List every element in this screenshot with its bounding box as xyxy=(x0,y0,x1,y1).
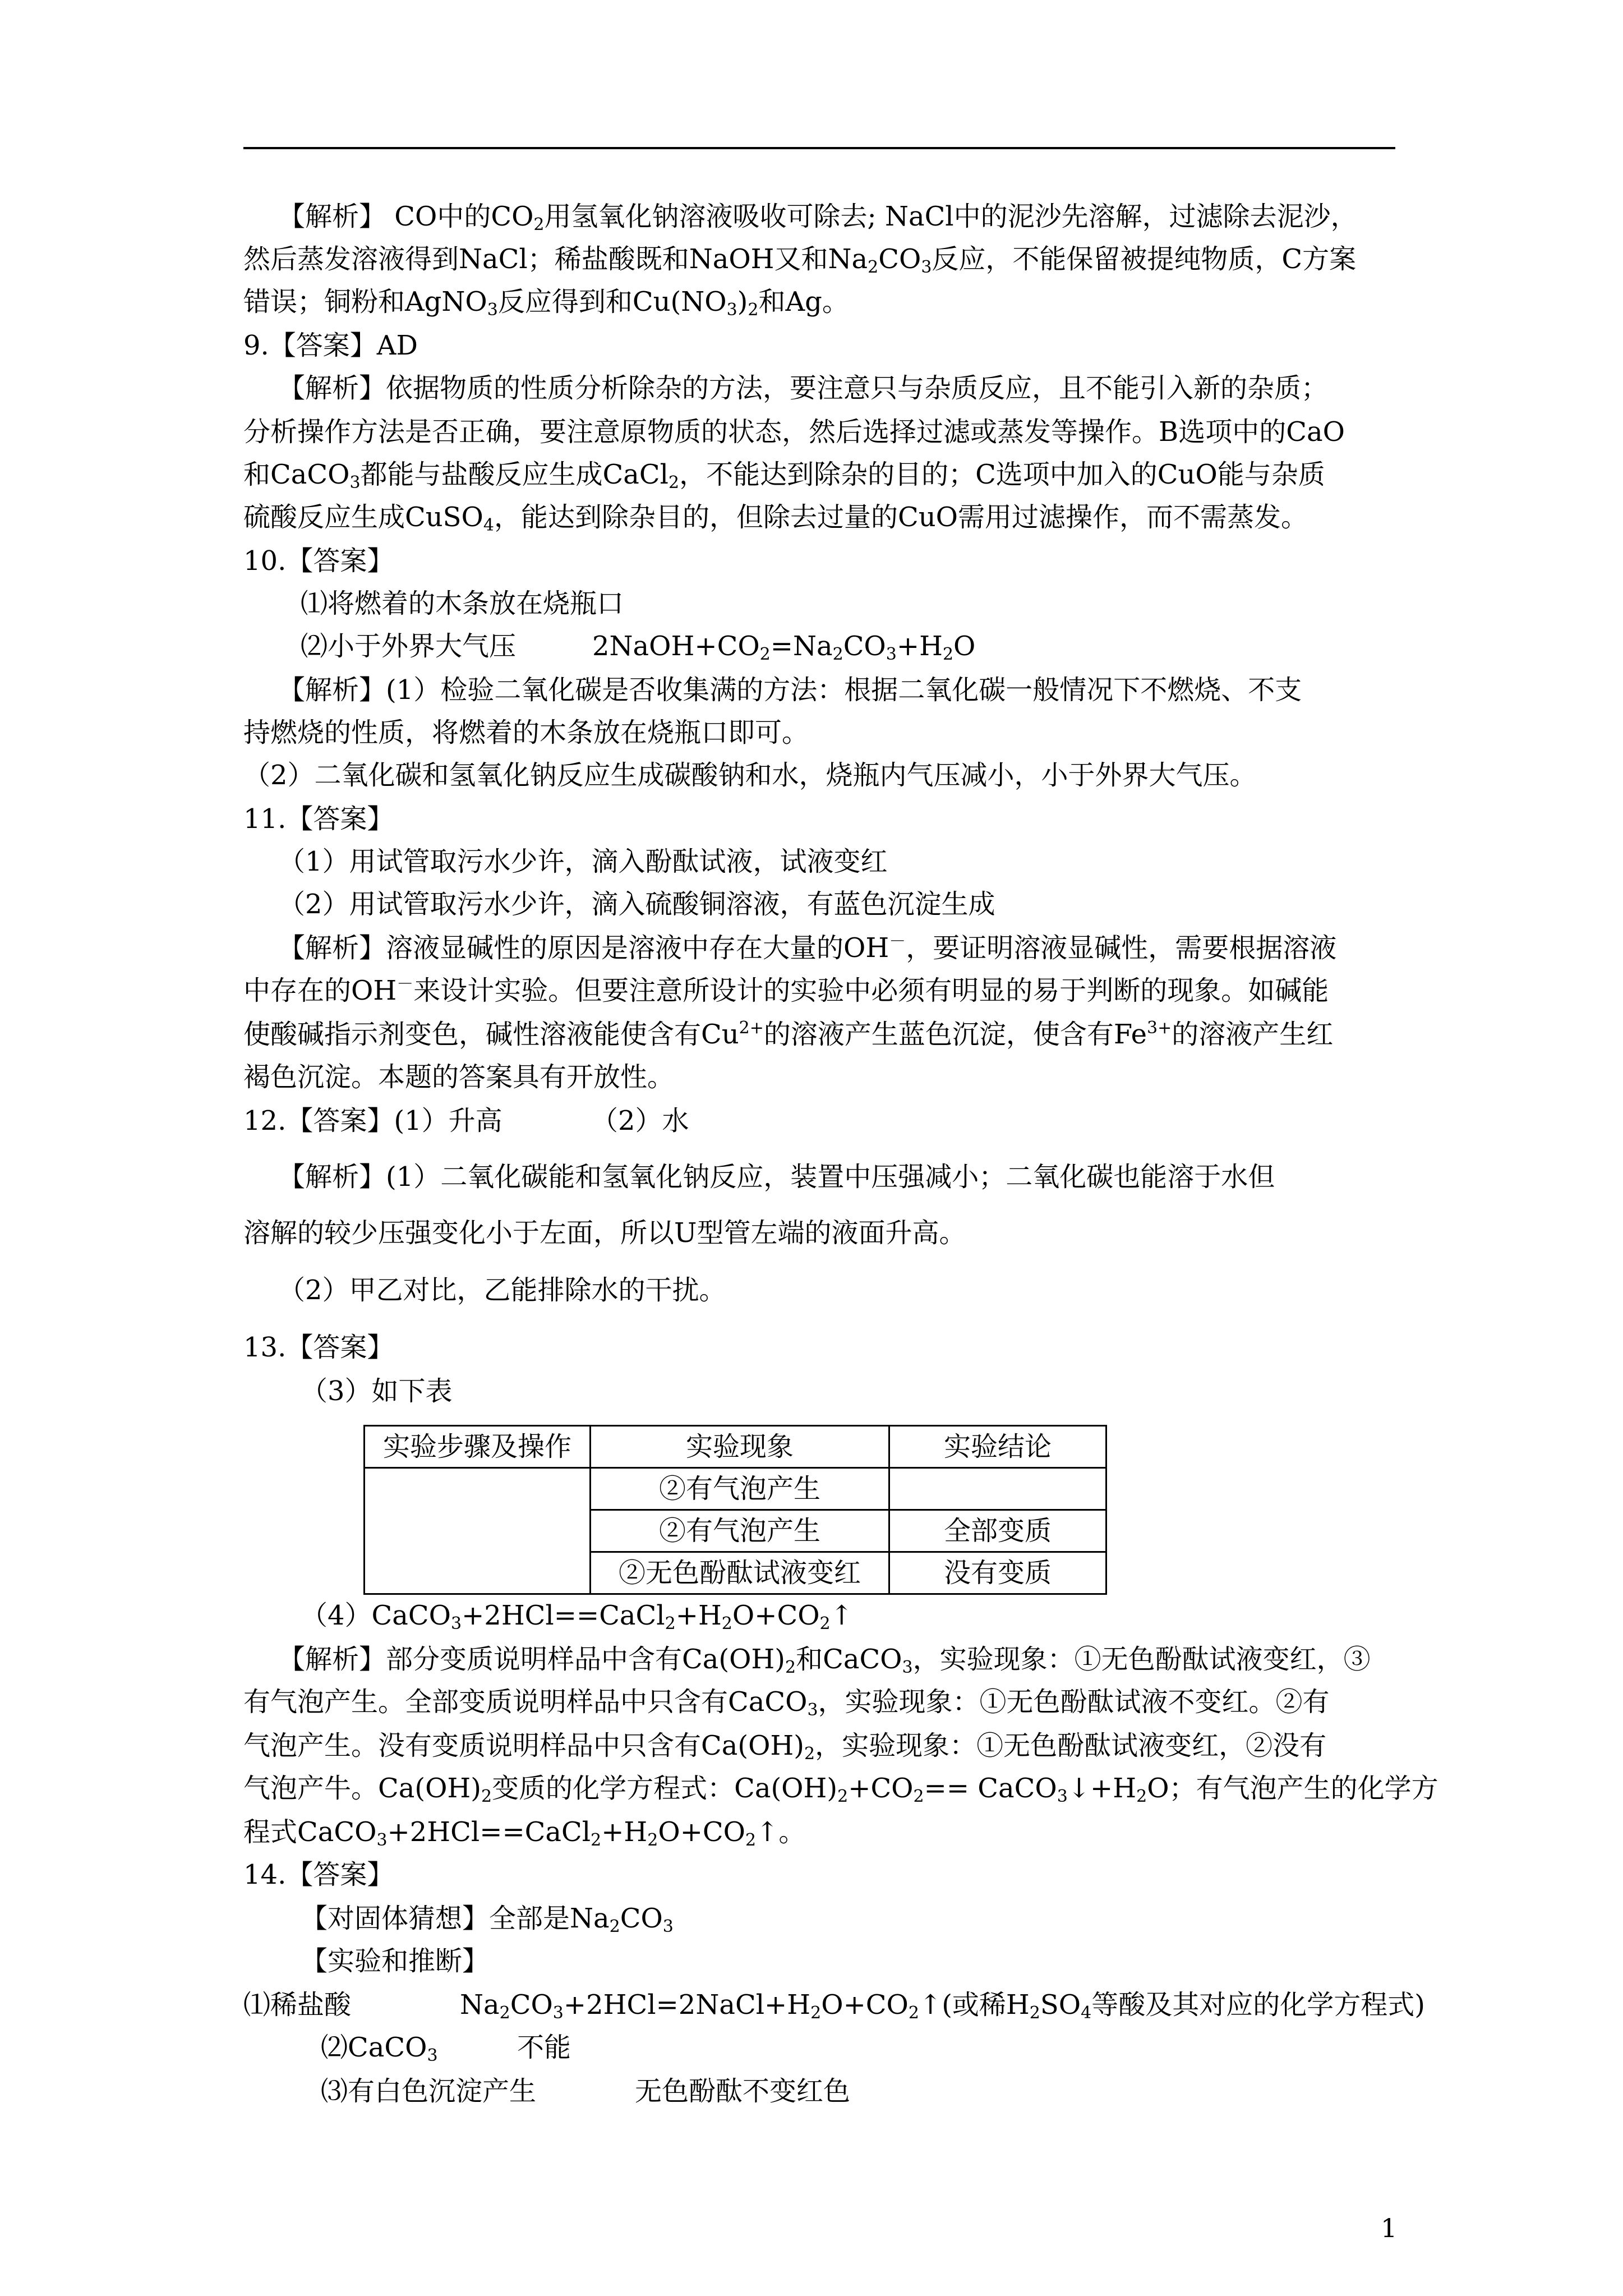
q9-answer: 9.【答案】AD xyxy=(243,330,418,361)
q13-answer: 13.【答案】 xyxy=(243,1332,394,1363)
q12-analysis-line-3: （2）甲乙对比，乙能排除水的干扰。 xyxy=(278,1274,726,1306)
q9-analysis-line-4: 硫酸反应生成CuSO$_4$，能达到除杂目的，但除去过量的CuO需用过滤操作，而不需蒸发。 xyxy=(243,501,1308,535)
q8-analysis-line-3: 错误；铜粉和AgNO$_3$反应得到和$Cu(NO_3)_2$和Ag。 xyxy=(243,286,849,320)
table-header-row xyxy=(365,1426,1106,1468)
q11-part-2: （2）用试管取污水少许，滴入硫酸铜溶液，有蓝色沉淀生成 xyxy=(278,889,995,920)
table-header-cell: 实验结论 xyxy=(889,1426,1106,1468)
q11-analysis-line-4: 褐色沉淀。本题的答案具有开放性。 xyxy=(243,1061,675,1093)
table-cell: ②有气泡产生 xyxy=(591,1510,889,1552)
q14-step-2: ⑵CaCO$_3$ 不能 xyxy=(321,2032,571,2065)
q12-analysis-line-1: 【解析】(1）二氧化碳能和氢氧化钠反应，装置中压强减小；二氧化碳也能溶于水但 xyxy=(278,1161,1275,1193)
q8-analysis-line-2: 然后蒸发溶液得到NaCl；稀盐酸既和NaOH又和$Na_2CO_3$反应，不能保留被提纯物质，C方案 xyxy=(243,243,1357,277)
q14-answer: 14.【答案】 xyxy=(243,1859,394,1890)
table-cell xyxy=(889,1468,1106,1510)
q13-analysis-line-4: 气泡产牛。$Ca(OH)_2$变质的化学方程式：$Ca(OH)_2+CO_2==$ $CaCO_3↓+H_2O$；有气泡产生的化学方 xyxy=(243,1773,1438,1806)
q13-part-3: （3）如下表 xyxy=(301,1375,453,1407)
q10-analysis-line-3: （2）二氧化碳和氢氧化钠反应生成碳酸钠和水，烧瓶内气压减小，小于外界大气压。 xyxy=(243,760,1257,791)
q9-analysis-line-3: 和CaCO$_3$都能与盐酸反应生成CaCl$_2$，不能达到除杂的目的；C选项中加入的CuO能与杂质 xyxy=(243,459,1325,493)
q11-part-1: （1）用试管取污水少许，滴入酚酞试液，试液变红 xyxy=(278,846,888,877)
table-cell: 全部变质 xyxy=(889,1510,1106,1552)
q13-analysis-line-1: 【解析】部分变质说明样品中含有$Ca(OH)_2$和CaCO$_3$，实验现象：①无色酚酞试液变红，③ xyxy=(278,1644,1371,1677)
table-cell-steps xyxy=(365,1468,591,1594)
q10-analysis-line-1: 【解析】(1）检验二氧化碳是否收集满的方法：根据二氧化碳一般情况下不燃烧、不支 xyxy=(278,674,1302,706)
q10-part-1: ⑴将燃着的木条放在烧瓶口 xyxy=(301,588,624,619)
table-header-cell: 实验步骤及操作 xyxy=(365,1426,591,1468)
q10-analysis-line-2: 持燃烧的性质，将燃着的木条放在烧瓶口即可。 xyxy=(243,717,809,748)
q13-analysis-line-2: 有气泡产生。全部变质说明样品中只含有CaCO$_3$，实验现象：①无色酚酞试液不变红。②有 xyxy=(243,1686,1330,1720)
table-cell: ②有气泡产生 xyxy=(591,1468,889,1510)
table-header-cell: 实验现象 xyxy=(591,1426,889,1468)
page-number: 1 xyxy=(1381,2213,1398,2243)
q9-analysis-line-1: 【解析】依据物质的性质分析除杂的方法，要注意只与杂质反应，且不能引入新的杂质； xyxy=(278,372,1329,404)
q14-experiment-heading: 【实验和推断】 xyxy=(301,1945,490,1977)
q11-analysis-line-2: 中存在的OH－来设计实验。但要注意所设计的实验中必须有明显的易于判断的现象。如碱能 xyxy=(243,974,1329,1006)
q12-analysis-line-2: 溶解的较少压强变化小于左面，所以U型管左端的液面升高。 xyxy=(243,1217,966,1249)
q11-analysis-line-1: 【解析】溶液显碱性的原因是溶液中存在大量的OH－，要证明溶液显碱性，需要根据溶液 xyxy=(278,932,1337,964)
q9-analysis-line-2: 分析操作方法是否正确，要注意原物质的状态，然后选择过滤或蒸发等操作。B选项中的CaO xyxy=(243,416,1345,448)
table-cell: 没有变质 xyxy=(889,1552,1106,1594)
q11-answer: 11.【答案】 xyxy=(243,803,394,835)
q13-part-4: $(4)CaCO_3+2HCl==CaCl_2+H_2O+CO_2↑$ xyxy=(301,1600,853,1634)
q13-analysis-line-3: 气泡产生。没有变质说明样品中只含有$Ca(OH)_2$，实验现象：①无色酚酞试液变红，②没有 xyxy=(243,1730,1327,1764)
q14-step-1: ⑴稀盐酸 $Na_2CO_3+2HCl=2NaCl+H_2O+CO_2↑$(或稀$H_2SO_4$等酸及其对应的化学方程式) xyxy=(243,1989,1425,2023)
q10-part-2: ⑵小于外界大气压 $2NaOH+CO_2=Na_2CO_3+H_2O$ xyxy=(301,631,976,664)
header-rule xyxy=(243,147,1395,149)
q14-step-3: ⑶有白色沉淀产生 无色酚酞不变红色 xyxy=(321,2076,851,2107)
table-row xyxy=(365,1468,1106,1510)
table-cell: ②无色酚酞试液变红 xyxy=(591,1552,889,1594)
q10-answer: 10.【答案】 xyxy=(243,545,394,577)
q8-analysis-line-1: 【解析】 CO中的$CO_2$用氢氧化钠溶液吸收可除去; NaCl中的泥沙先溶解，过滤除去泥沙， xyxy=(278,201,1358,234)
q11-analysis-line-3: 使酸碱指示剂变色，碱性溶液能使含有$Cu^{2+}$的溶液产生蓝色沉淀，使含有$Fe^{3+}$的溶液产生红 xyxy=(243,1018,1334,1050)
q14-solid-guess: 【对固体猜想】全部是$Na_2CO_3$ xyxy=(301,1903,674,1936)
q12-answer: 12.【答案】(1）升高 （2）水 xyxy=(243,1105,689,1137)
q13-analysis-line-5: 程式$CaCO_3+2HCl==CaCl_2+H_2O+CO_2↑$。 xyxy=(243,1816,806,1850)
experiment-table xyxy=(363,1425,1107,1595)
